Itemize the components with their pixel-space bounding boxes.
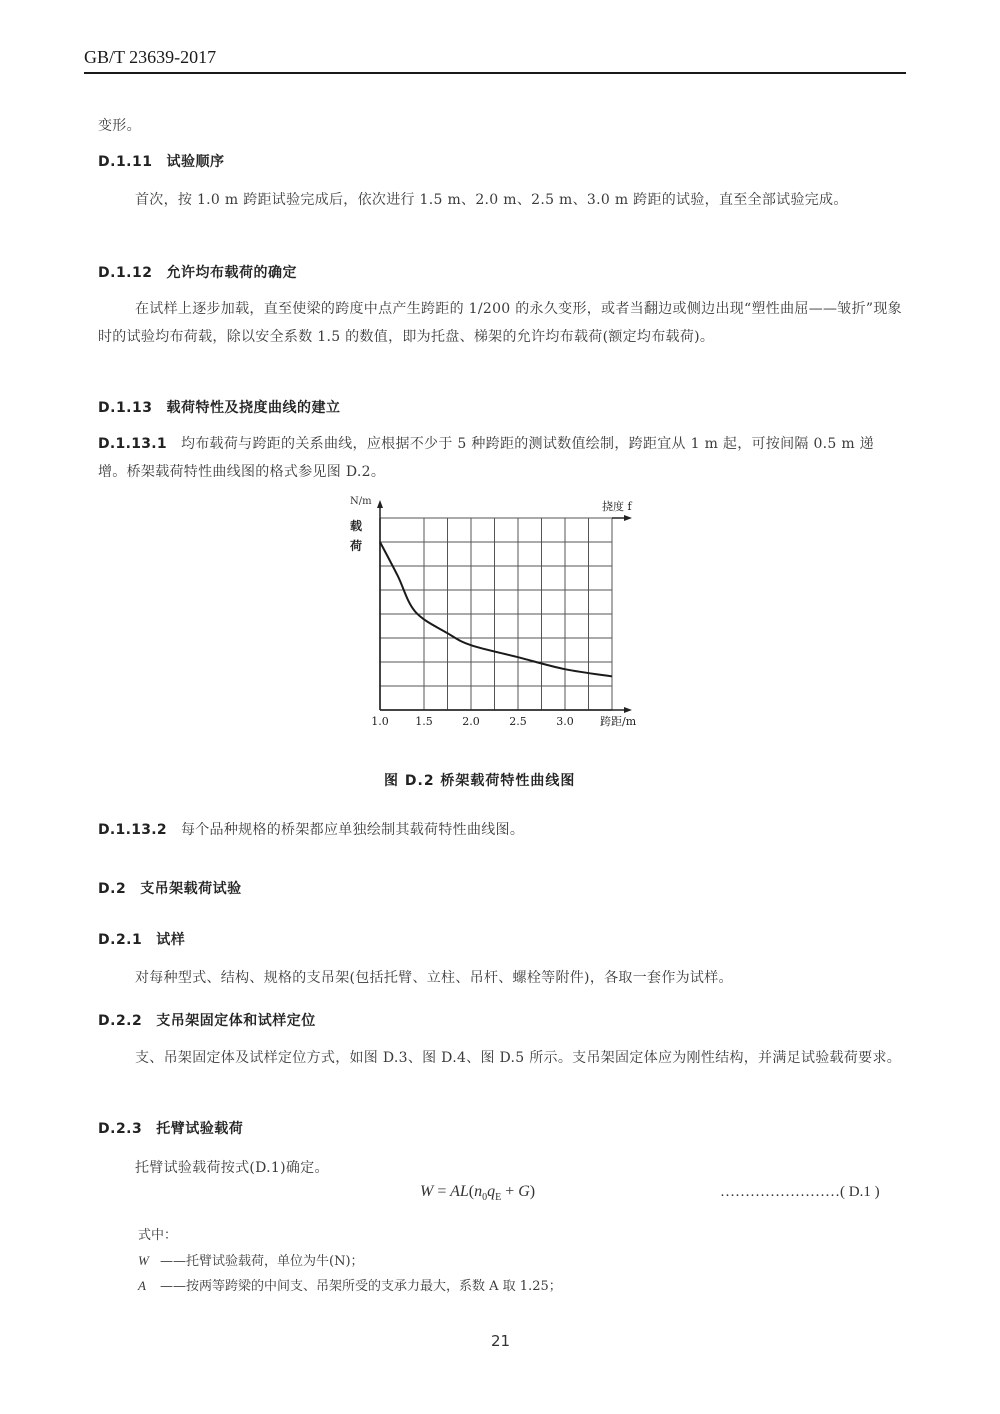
y-unit-label: N/m <box>350 496 372 507</box>
paragraph-d1-13-2 <box>98 816 902 844</box>
where-label: 式中： <box>138 1228 178 1243</box>
load-curve <box>380 542 612 676</box>
section-number: D.2.3 <box>98 1121 143 1137</box>
formula-number <box>720 1184 880 1201</box>
section-number: D.1.12 <box>98 265 153 281</box>
section-title: 试验顺序 <box>166 154 225 170</box>
load-characteristic-chart <box>330 490 670 740</box>
formula-g: G <box>518 1183 530 1200</box>
formula-q-subscript: E <box>495 1192 502 1204</box>
section-heading-d2 <box>98 878 242 898</box>
section-heading-d1-12 <box>98 262 297 282</box>
variable-description: ——按两等跨梁的中间支、吊架所受的支承力最大，系数 A 取 1.25； <box>160 1279 562 1294</box>
formula-plus: + <box>505 1183 515 1200</box>
variable-definition-a <box>138 1275 562 1294</box>
section-title: 支吊架载荷试验 <box>140 881 242 897</box>
x-tick-label: 1.5 <box>415 715 433 728</box>
section-number: D.2.1 <box>98 932 143 948</box>
formula-lhs: W <box>420 1183 434 1200</box>
standard-code: GB/T 23639-2017 <box>84 47 217 67</box>
formula-paren-open: ( <box>468 1183 475 1200</box>
section-heading-d1-11 <box>98 151 224 171</box>
formula-d1 <box>420 1183 535 1203</box>
section-number: D.2.2 <box>98 1013 143 1029</box>
x-tick-label: 2.0 <box>462 715 480 728</box>
section-title: 试样 <box>156 932 186 948</box>
paragraph-d1-13-1 <box>98 430 902 486</box>
clause-text: 每个品种规格的桥架都应单独绘制其载荷特性曲线图。 <box>180 822 525 838</box>
clause-number: D.1.13.1 <box>98 436 167 452</box>
section-heading-d1-13 <box>98 397 340 417</box>
x-tick-labels <box>371 715 574 728</box>
section-number: D.2 <box>98 881 127 897</box>
section-title: 支吊架固定体和试样定位 <box>156 1013 316 1029</box>
deflection-axis-arrow-icon <box>624 515 632 521</box>
formula-n-subscript: 0 <box>482 1192 488 1204</box>
y-axis-label-char-2: 荷 <box>350 539 363 553</box>
figure-caption: 图 D.2 桥架载荷特性曲线图 <box>384 773 576 789</box>
y-axis-arrow-icon <box>377 500 383 508</box>
section-heading-d2-2 <box>98 1010 316 1030</box>
paragraph-d1-11: 首次，按 1.0 m 跨距试验完成后，依次进行 1.5 m、2.0 m、2.5 m、3.0 m 跨距的试验，直至全部试验完成。 <box>135 192 848 208</box>
variable-description: ——托臂试验载荷，单位为牛(N)； <box>160 1254 364 1269</box>
section-title: 托臂试验载荷 <box>156 1121 244 1137</box>
formula-paren-close: ) <box>529 1183 536 1200</box>
section-number: D.1.11 <box>98 154 153 170</box>
chart-grid <box>380 518 612 710</box>
x-axis-label: 跨距/m <box>600 715 637 728</box>
paragraph-d2-2: 支、吊架固定体及试样定位方式，如图 D.3、图 D.4、图 D.5 所示。支吊架固定体应为刚性结构，并满足试验载荷要求。 <box>135 1050 902 1066</box>
paragraph-d1-12: 在试样上逐步加载，直至使梁的跨度中点产生跨距的 1/200 的永久变形，或者当翻边或侧边出现“塑性曲屈——皱折”现象时的试验均布荷载，除以安全系数 1.5 的数值，即为托盘、梯架的允许均布载荷(额定均布载荷)。 <box>98 301 902 345</box>
clause-number: D.1.13.2 <box>98 822 167 838</box>
x-tick-label: 1.0 <box>371 715 389 728</box>
clause-text: 均布载荷与跨距的关系曲线，应根据不少于 5 种跨距的测试数值绘制，跨距宜从 1 m 起，可按间隔 0.5 m 递增。桥架载荷特性曲线图的格式参见图 D.2。 <box>98 436 874 480</box>
variable-symbol: W <box>138 1253 149 1268</box>
section-title: 允许均布载荷的确定 <box>166 265 297 281</box>
formula-coefficient: AL <box>450 1183 469 1200</box>
variable-symbol: A <box>138 1278 146 1293</box>
x-tick-label: 3.0 <box>556 715 574 728</box>
continuation-text: 变形。 <box>98 118 141 134</box>
formula-leader-dots: …………………… <box>720 1184 840 1200</box>
x-axis-arrow-icon <box>624 707 632 713</box>
deflection-axis-label: 挠度 f <box>602 500 632 513</box>
formula-equals: = <box>437 1183 447 1200</box>
section-number: D.1.13 <box>98 400 153 416</box>
formula-label: ( D.1 ) <box>840 1184 880 1200</box>
paragraph-d2-1: 对每种型式、结构、规格的支吊架(包括托臂、立柱、吊杆、螺栓等附件)，各取一套作为试样。 <box>135 970 733 986</box>
header-rule <box>84 72 906 74</box>
variable-definition-w <box>138 1250 364 1269</box>
x-tick-label: 2.5 <box>509 715 527 728</box>
formula-n: n <box>474 1183 483 1200</box>
section-title: 载荷特性及挠度曲线的建立 <box>166 400 341 416</box>
paragraph-d2-3: 托臂试验载荷按式(D.1)确定。 <box>135 1160 329 1176</box>
y-axis-label-char-1: 载 <box>350 519 363 533</box>
section-heading-d2-3 <box>98 1118 243 1138</box>
chart-axes <box>377 500 632 713</box>
formula-q: q <box>487 1183 496 1200</box>
section-heading-d2-1 <box>98 929 185 949</box>
page-number: 21 <box>491 1332 511 1350</box>
